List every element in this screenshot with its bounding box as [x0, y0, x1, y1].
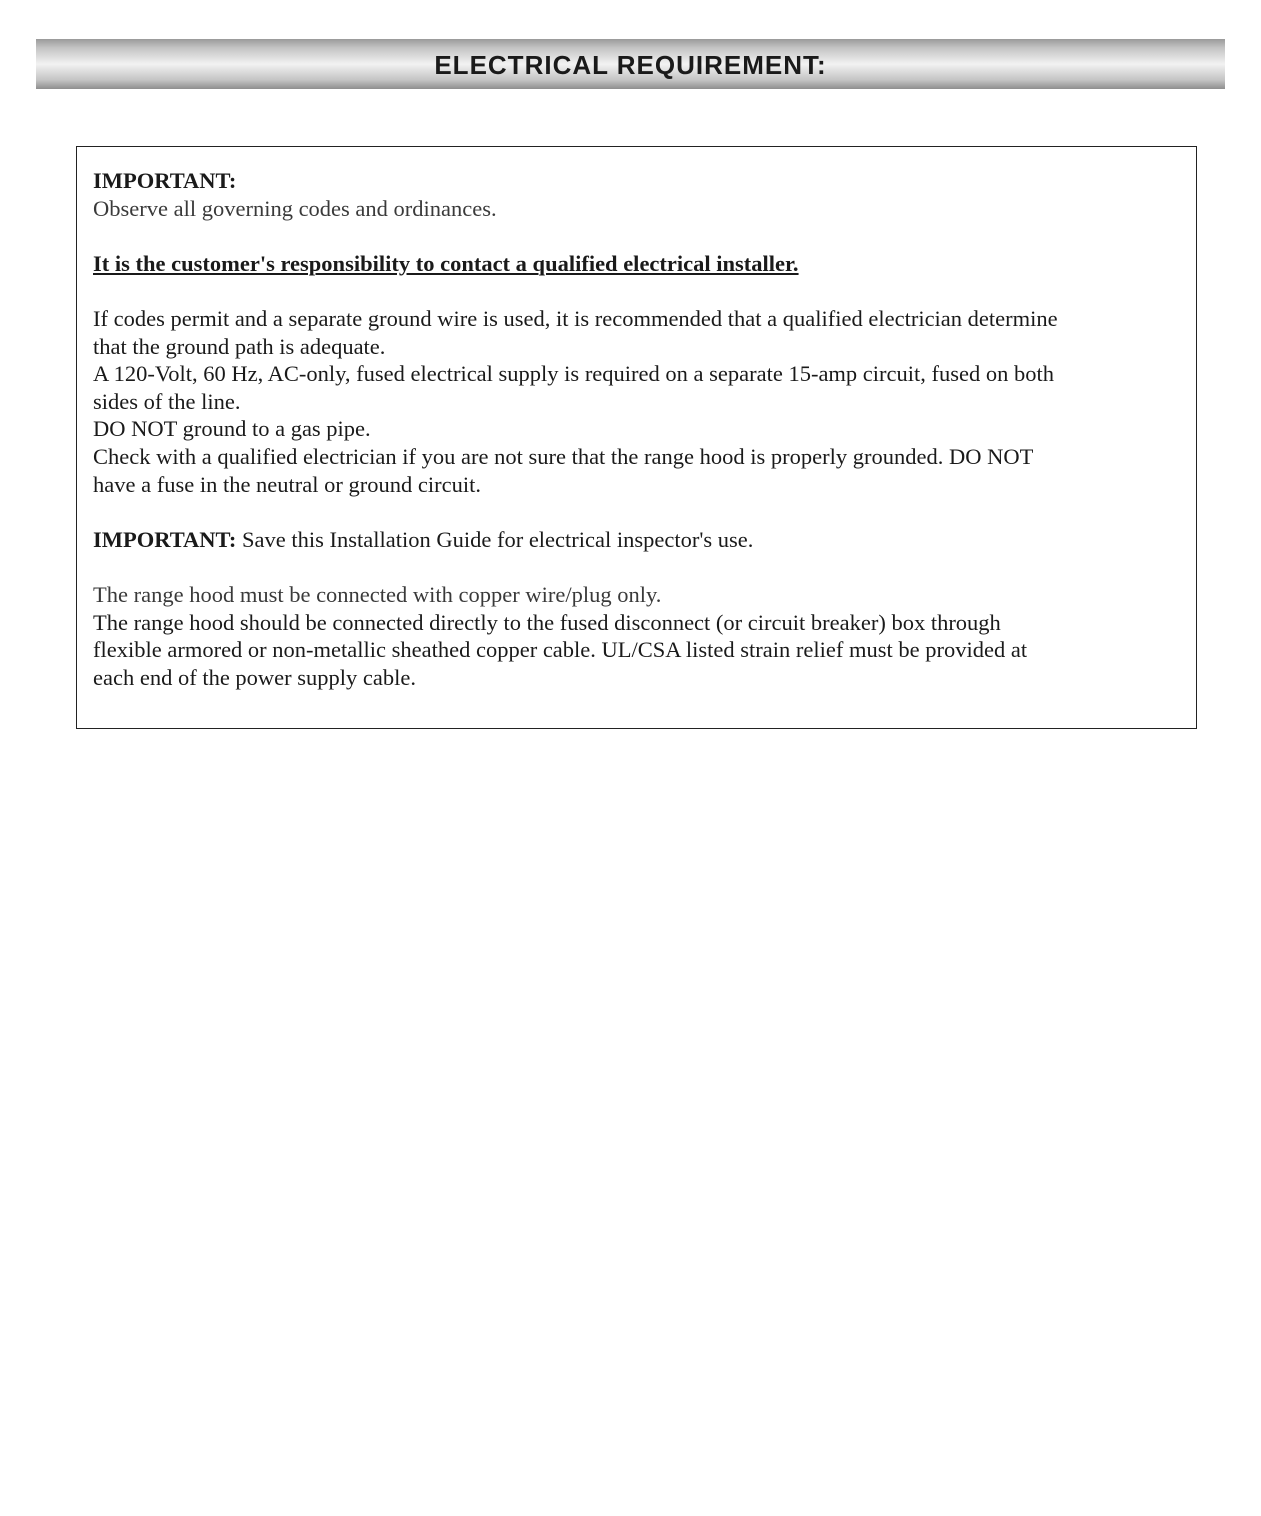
check-electrician-line-1: Check with a qualified electrician if you are not sure that the range hood is properly grounded. DO NOT [93, 443, 1034, 469]
connect-line-2: flexible armored or non-metallic sheathed copper cable. UL/CSA listed strain relief must be provided at [93, 637, 1028, 663]
section-header-bar [36, 39, 1225, 89]
supply-line-2: sides of the line. [93, 388, 241, 414]
spacer [93, 222, 1180, 250]
supply-line-1: A 120-Volt, 60 Hz, AC-only, fused electrical supply is required on a separate 15-amp circuit, fused on both [93, 361, 1055, 387]
connect-line-3: each end of the power supply cable. [93, 664, 416, 690]
gas-pipe-warning: DO NOT ground to a gas pipe. [93, 416, 371, 442]
important-label: IMPORTANT: [93, 168, 237, 193]
check-electrician-line-2: have a fuse in the neutral or ground circuit. [93, 471, 481, 497]
important-label-2: IMPORTANT: [93, 526, 237, 552]
connect-line-1: The range hood should be connected directly to the fused disconnect (or circuit breaker) box through [93, 609, 1001, 635]
copper-wire-text: The range hood must be connected with copper wire/plug only. [93, 581, 662, 607]
observe-codes-text: Observe all governing codes and ordinances. [93, 195, 497, 221]
responsibility-text: It is the customer's responsibility to contact a qualified electrical installer. [93, 250, 799, 276]
ground-wire-line-1: If codes permit and a separate ground wire is used, it is recommended that a qualified electrician determine [93, 305, 1058, 331]
save-guide-note [93, 526, 1180, 554]
ground-wire-line-2: that the ground path is adequate. [93, 333, 386, 359]
spacer [93, 277, 1180, 305]
electrical-notice-box [76, 146, 1197, 729]
section-title: ELECTRICAL REQUIREMENT: [434, 49, 827, 80]
spacer [93, 553, 1180, 581]
spacer [93, 498, 1180, 526]
save-guide-text: Save this Installation Guide for electrical inspector's use. [236, 526, 754, 552]
